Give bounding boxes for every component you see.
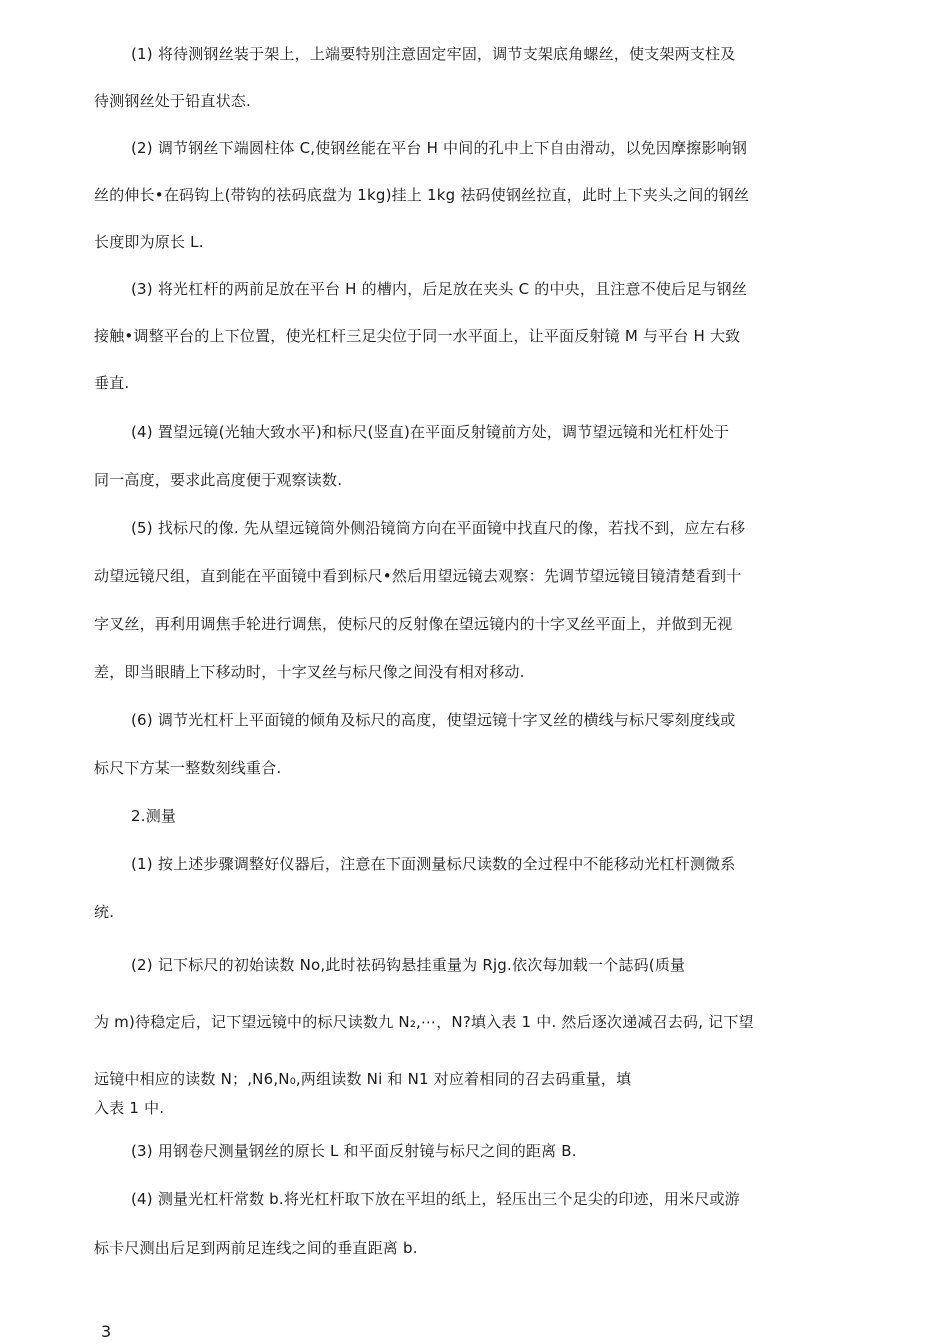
measure-step-2-line-3: 远镜中相应的读数 N；,N6,N₀,两组读数 Ni 和 N1 对应着相同的召去码重量，填 xyxy=(94,1070,632,1088)
section-heading-measurement: 2.测量 xyxy=(131,807,177,825)
paragraph-step-5-line-4: 差，即当眼睛上下移动时，十字叉丝与标尺像之间没有相对移动. xyxy=(94,663,525,681)
paragraph-step-4-line-2: 同一高度，要求此高度便于观察读数. xyxy=(94,471,343,489)
paragraph-step-5-line-2: 动望远镜尺组，直到能在平面镜中看到标尺•然后用望远镜去观察：先调节望远镜目镜清楚看到十 xyxy=(94,567,742,585)
measure-step-4-line-1: (4) 测量光杠杆常数 b.将光杠杆取下放在平坦的纸上，轻压出三个足尖的印迹，用米尺或游 xyxy=(131,1190,740,1208)
paragraph-step-3-line-3: 垂直. xyxy=(94,374,130,392)
paragraph-step-5-line-1: (5) 找标尺的像. 先从望远镜筒外侧沿镜筒方向在平面镜中找直尺的像，若找不到，应左右移 xyxy=(131,519,746,537)
paragraph-step-2-line-3: 长度即为原长 L. xyxy=(94,233,204,251)
paragraph-step-1-line-1: (1) 将待测钢丝装于架上，上端要特别注意固定牢固，调节支架底角螺丝，使支架两支柱及 xyxy=(131,45,736,63)
measure-step-1-line-2: 统. xyxy=(94,903,115,921)
paragraph-step-2-line-2: 丝的伸长•在码钩上(带钩的祛码底盘为 1kg)挂上 1kg 祛码使钢丝拉直，此时上下夹头之间的钢丝 xyxy=(94,186,750,204)
paragraph-step-3-line-2: 接触•调整平台的上下位置，使光杠杆三足尖位于同一水平面上，让平面反射镜 M 与平台 H 大致 xyxy=(94,327,741,345)
paragraph-step-2-line-1: (2) 调节钢丝下端圆柱体 C,使钢丝能在平台 H 中间的孔中上下自由滑动，以免因摩擦影响钢 xyxy=(131,139,748,157)
paragraph-step-5-line-3: 字叉丝，再利用调焦手轮进行调焦，使标尺的反射像在望远镜内的十字叉丝平面上，并做到无视 xyxy=(94,615,733,633)
page-number: 3 xyxy=(101,1322,112,1341)
measure-step-4-line-2: 标卡尺测出后足到两前足连线之间的垂直距离 b. xyxy=(94,1239,418,1257)
paragraph-step-6-line-1: (6) 调节光杠杆上平面镜的倾角及标尺的高度，使望远镜十字叉丝的横线与标尺零刻度线或 xyxy=(131,711,736,729)
measure-step-2-line-2: 为 m)待稳定后，记下望远镜中的标尺读数九 N₂,⋯，N?填入表 1 中. 然后逐次递减召去码, 记下望 xyxy=(94,1013,754,1031)
paragraph-step-1-line-2: 待测钢丝处于铅直状态. xyxy=(94,92,251,110)
paragraph-step-6-line-2: 标尺下方某一整数刻线重合. xyxy=(94,759,282,777)
measure-step-1-line-1: (1) 按上述步骤调整好仪器后，注意在下面测量标尺读数的全过程中不能移动光杠杆测微系 xyxy=(131,855,736,873)
measure-step-3-line-1: (3) 用钢卷尺测量钢丝的原长 L 和平面反射镜与标尺之间的距离 B. xyxy=(131,1142,577,1160)
paragraph-step-4-line-1: (4) 置望远镜(光轴大致水平)和标尺(竖直)在平面反射镜前方处，调节望远镜和光杠杆处于 xyxy=(131,423,730,441)
paragraph-step-3-line-1: (3) 将光杠杆的两前足放在平台 H 的槽内，后足放在夹头 C 的中央，且注意不使后足与钢丝 xyxy=(131,280,748,298)
measure-step-2-line-1: (2) 记下标尺的初始读数 No,此时祛码钩悬挂重量为 Rjg.依次每加载一个誌码(质量 xyxy=(131,956,686,974)
measure-step-2-line-4: 入表 1 中. xyxy=(94,1099,165,1117)
